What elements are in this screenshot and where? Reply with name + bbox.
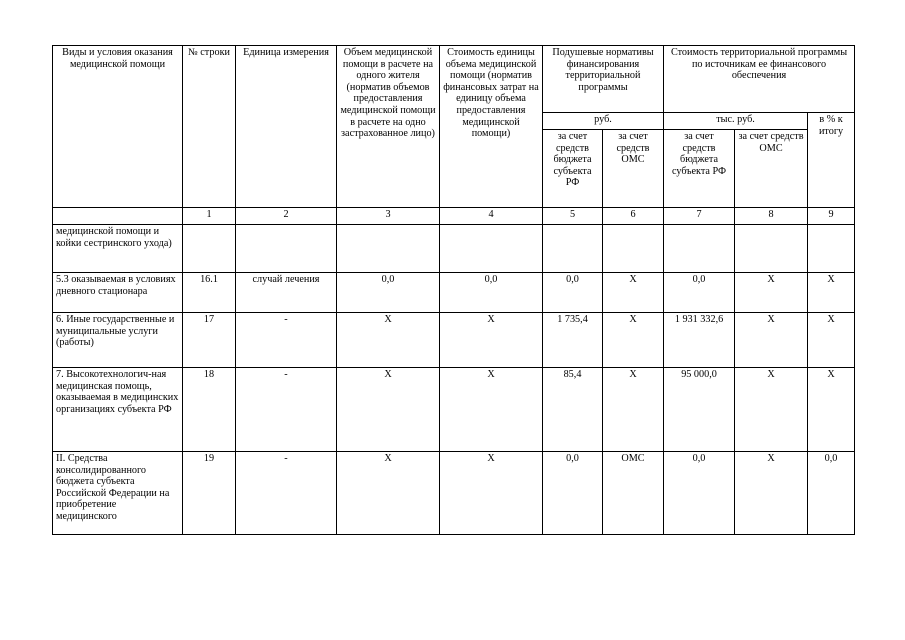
row-pc-oms: ОМС	[603, 452, 664, 535]
row-line-number: 19	[183, 452, 236, 535]
header-pc-oms: за счет средств ОМС	[603, 130, 664, 208]
row-pc-budget: 0,0	[543, 273, 603, 313]
header-cost-budget: за счет средств бюджета субъекта РФ	[664, 130, 735, 208]
table-row	[53, 273, 855, 313]
row-unit: -	[236, 452, 337, 535]
row-name: 7. Высокотехнологич-ная медицинская помощь, оказываемая в медицинских организациях субъекта РФ	[53, 368, 183, 452]
row-pc-oms: Х	[603, 368, 664, 452]
header-type-conditions: Виды и условия оказания медицинской помощи	[53, 46, 183, 208]
row-volume: Х	[337, 368, 440, 452]
column-number: 7	[664, 208, 735, 225]
header-unit-cost: Стоимость единицы объема медицинской помощи (норматив финансовых затрат на единицу объема предоставления медицинской помощи)	[440, 46, 543, 208]
row-pc-budget: 1 735,4	[543, 313, 603, 368]
row-cost-budget: 1 931 332,6	[664, 313, 735, 368]
column-number: 6	[603, 208, 664, 225]
row-cost-budget: 0,0	[664, 452, 735, 535]
column-number: 8	[735, 208, 808, 225]
row-name: 6. Иные государственные и муниципальные услуги (работы)	[53, 313, 183, 368]
row-unit: случай лечения	[236, 273, 337, 313]
empty-cell	[236, 225, 337, 273]
column-number: 3	[337, 208, 440, 225]
header-unit: Единица измерения	[236, 46, 337, 208]
row-percent: Х	[808, 368, 855, 452]
row-cost-budget: 95 000,0	[664, 368, 735, 452]
row-pc-budget: 85,4	[543, 368, 603, 452]
row-cost-oms: Х	[735, 273, 808, 313]
row-volume: Х	[337, 313, 440, 368]
empty-cell	[664, 225, 735, 273]
row-pc-budget: 0,0	[543, 452, 603, 535]
column-number-blank	[53, 208, 183, 225]
empty-cell	[183, 225, 236, 273]
header-unit-rub: руб.	[543, 113, 664, 130]
table-row	[53, 368, 855, 452]
row-cost-budget: 0,0	[664, 273, 735, 313]
row-unit-cost: 0,0	[440, 273, 543, 313]
row-name: II. Средства консолидированного бюджета субъекта Российской Федерации на приобретение медицинского	[53, 452, 183, 535]
row-name: 5.3 оказываемая в условиях дневного стационара	[53, 273, 183, 313]
empty-cell	[808, 225, 855, 273]
empty-cell	[337, 225, 440, 273]
row-percent: Х	[808, 273, 855, 313]
row-percent: Х	[808, 313, 855, 368]
row-cost-oms: Х	[735, 313, 808, 368]
column-number: 9	[808, 208, 855, 225]
empty-cell	[603, 225, 664, 273]
row-line-number: 17	[183, 313, 236, 368]
header-percent: в % к итогу	[808, 113, 855, 208]
column-number: 5	[543, 208, 603, 225]
header-line-number: № строки	[183, 46, 236, 208]
empty-cell	[543, 225, 603, 273]
column-number: 2	[236, 208, 337, 225]
header-per-capita-group: Подушевые нормативы финансирования территориальной программы	[543, 46, 664, 113]
header-volume: Объем медицинской помощи в расчете на одного жителя (норматив объемов предоставления медицинской помощи в расчете на одно застрахованное лицо)	[337, 46, 440, 208]
row-cost-oms: Х	[735, 452, 808, 535]
row-line-number: 18	[183, 368, 236, 452]
header-unit-thousand-rub: тыс. руб.	[664, 113, 808, 130]
continuation-row	[53, 225, 855, 273]
header-cost-oms: за счет средств ОМС	[735, 130, 808, 208]
row-volume: Х	[337, 452, 440, 535]
empty-cell	[440, 225, 543, 273]
row-unit-cost: Х	[440, 368, 543, 452]
header-pc-budget: за счет средств бюджета субъекта РФ	[543, 130, 603, 208]
column-numbers-row	[53, 208, 855, 225]
row-unit: -	[236, 313, 337, 368]
row-pc-oms: Х	[603, 313, 664, 368]
column-number: 4	[440, 208, 543, 225]
header-row-1	[53, 46, 855, 113]
row-cost-oms: Х	[735, 368, 808, 452]
row-unit: -	[236, 368, 337, 452]
row-unit-cost: Х	[440, 313, 543, 368]
continuation-text: медицинской помощи и койки сестринского ухода)	[53, 225, 183, 273]
row-volume: 0,0	[337, 273, 440, 313]
header-cost-group: Стоимость территориальной программы по источникам ее финансового обеспечения	[664, 46, 855, 113]
table-row	[53, 452, 855, 535]
medical-program-table	[52, 45, 855, 535]
row-pc-oms: Х	[603, 273, 664, 313]
row-line-number: 16.1	[183, 273, 236, 313]
row-percent: 0,0	[808, 452, 855, 535]
row-unit-cost: Х	[440, 452, 543, 535]
empty-cell	[735, 225, 808, 273]
table-row	[53, 313, 855, 368]
column-number: 1	[183, 208, 236, 225]
